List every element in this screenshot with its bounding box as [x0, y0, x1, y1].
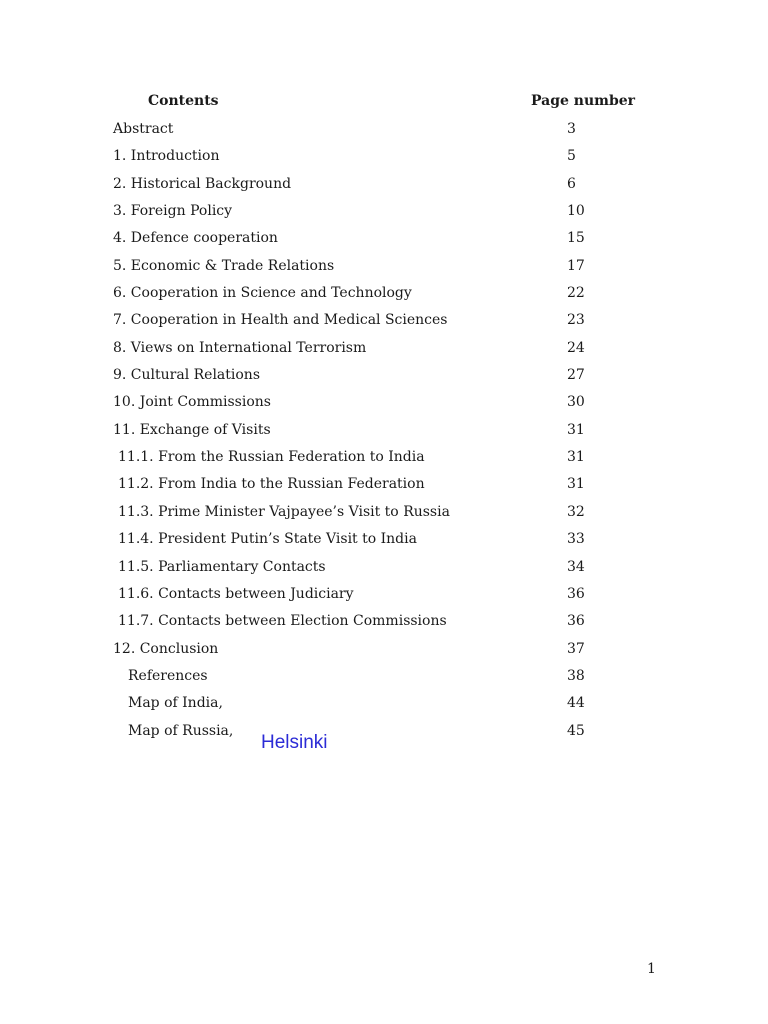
toc-entry-title: 9. Cultural Relations	[113, 367, 261, 384]
toc-entry-title: 11.3. Prime Minister Vajpayee’s Visit to Russia	[118, 503, 450, 520]
toc-entry	[0, 227, 768, 254]
toc-entry-page: 31	[567, 476, 585, 493]
toc-entry	[0, 145, 768, 172]
toc-entry-page: 36	[567, 613, 585, 630]
toc-entry-title: 7. Cooperation in Health and Medical Sciences	[113, 312, 448, 329]
toc-entry-page: 38	[567, 667, 585, 684]
toc-entry-title: 4. Defence cooperation	[113, 230, 278, 247]
toc-entry-title: 11.2. From India to the Russian Federation	[118, 476, 425, 493]
toc-entry-page: 44	[567, 695, 585, 712]
toc-entry-title: Abstract	[113, 121, 174, 137]
table-of-contents	[0, 118, 768, 747]
toc-entry	[0, 692, 768, 719]
toc-entry-title: 11. Exchange of Visits	[113, 421, 271, 438]
toc-entry	[0, 720, 768, 747]
toc-entry	[0, 528, 768, 555]
toc-entry-title: 12. Conclusion	[113, 640, 219, 657]
toc-entry-title: Map of Russia,	[128, 722, 234, 739]
toc-entry	[0, 391, 768, 418]
toc-entry-page: 31	[567, 421, 585, 438]
toc-entry	[0, 473, 768, 500]
toc-entry-title: 2. Historical Background	[113, 175, 292, 192]
toc-entry	[0, 665, 768, 692]
toc-entry-title: References	[128, 667, 208, 684]
toc-entry	[0, 446, 768, 473]
toc-entry	[0, 419, 768, 446]
toc-entry-page: 34	[567, 558, 585, 575]
toc-entry-page: 15	[567, 230, 585, 247]
toc-entry-page: 5	[567, 148, 576, 165]
toc-entry	[0, 501, 768, 528]
toc-entry-page: 36	[567, 585, 585, 602]
toc-entry-page: 10	[567, 203, 585, 220]
toc-entry	[0, 282, 768, 309]
toc-entry-title: 8. Views on International Terrorism	[113, 339, 367, 356]
toc-entry-title: 3. Foreign Policy	[113, 203, 233, 220]
toc-entry-title: 5. Economic & Trade Relations	[113, 257, 335, 274]
toc-entry	[0, 583, 768, 610]
toc-entry	[0, 638, 768, 665]
toc-entry-title: 10. Joint Commissions	[113, 394, 271, 411]
page-number-heading: Page number	[531, 93, 636, 109]
toc-entry	[0, 610, 768, 637]
toc-entry-page: 31	[567, 449, 585, 466]
toc-entry-title: 11.7. Contacts between Election Commissions	[118, 613, 447, 630]
toc-entry-page: 23	[567, 312, 585, 329]
toc-entry	[0, 255, 768, 282]
toc-entry-page: 32	[567, 503, 585, 520]
toc-entry	[0, 556, 768, 583]
toc-entry-page: 22	[567, 285, 585, 302]
toc-entry	[0, 309, 768, 336]
handwritten-annotation: Helsinki	[261, 732, 328, 753]
toc-entry-title: 11.1. From the Russian Federation to India	[118, 449, 425, 466]
toc-entry-page: 6	[567, 175, 576, 192]
toc-entry	[0, 364, 768, 391]
toc-entry-title: Map of India,	[128, 695, 223, 712]
toc-entry-title: 11.4. President Putin’s State Visit to India	[118, 531, 417, 548]
toc-entry-page: 17	[567, 257, 585, 274]
footer-page-number: 1	[647, 961, 656, 977]
toc-entry-title: 1. Introduction	[113, 148, 220, 165]
toc-entry	[0, 118, 768, 145]
toc-entry	[0, 337, 768, 364]
contents-heading: Contents	[148, 93, 219, 109]
toc-entry-title: 11.5. Parliamentary Contacts	[118, 558, 326, 575]
toc-entry-page: 27	[567, 367, 585, 384]
toc-entry	[0, 173, 768, 200]
toc-entry-page: 30	[567, 394, 585, 411]
toc-entry-title: 11.6. Contacts between Judiciary	[118, 585, 354, 602]
toc-entry-page: 24	[567, 339, 585, 356]
toc-entry-page: 37	[567, 640, 585, 657]
toc-entry-page: 45	[567, 722, 585, 739]
toc-entry-page: 33	[567, 531, 585, 548]
toc-entry	[0, 200, 768, 227]
toc-entry-page: 3	[567, 121, 576, 137]
toc-entry-title: 6. Cooperation in Science and Technology	[113, 285, 412, 302]
